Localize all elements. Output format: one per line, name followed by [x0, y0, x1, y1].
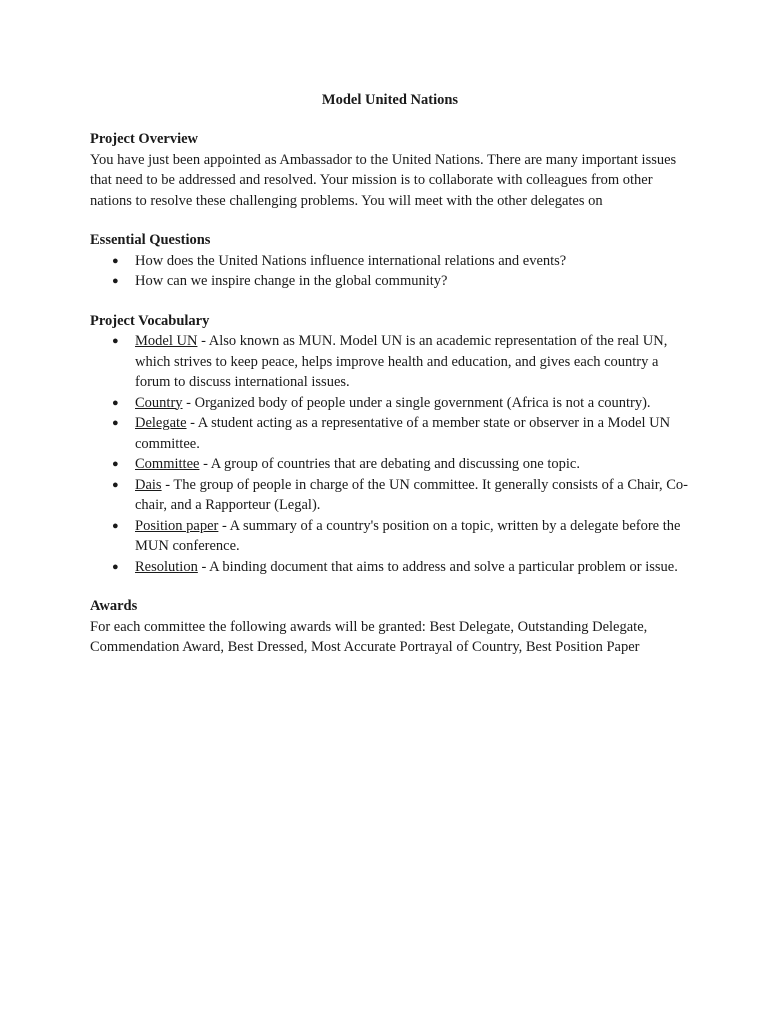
document-page [90, 90, 690, 658]
section-heading-overview: Project Overview [90, 131, 199, 147]
vocab-definition: - A binding document that aims to address and solve a particular problem or issue. [197, 558, 678, 575]
section-heading-essential-questions: Essential Questions [90, 232, 211, 248]
section-essential-questions [90, 230, 690, 292]
list-item [90, 251, 690, 272]
section-heading-vocabulary: Project Vocabulary [90, 312, 210, 329]
vocab-definition: - The group of people in charge of the UN committee. It generally consists of a Chair, Co-chair, and a Rapporteur (Legal). [135, 476, 688, 513]
section-awards [90, 596, 690, 658]
vocab-definition: - A summary of a country's position on a topic, written by a delegate before the MUN conference. [135, 517, 681, 554]
question-text: How does the United Nations influence international relations and events? [135, 252, 567, 269]
list-item [90, 413, 690, 454]
overview-paragraph: You have just been appointed as Ambassador to the United Nations. There are many important issues that need to be addressed and resolved. Your mission is to collaborate with colleagues from other nations to resolve these challenging problems. You will meet with the other delegates on [90, 151, 677, 209]
bullet-icon: ● [112, 335, 119, 347]
vocab-term: Delegate [135, 415, 187, 431]
vocab-term: Committee [135, 456, 200, 472]
bullet-icon: ● [112, 478, 119, 491]
bullet-icon: ● [112, 417, 119, 429]
list-item [90, 454, 690, 475]
vocab-term: Country [135, 394, 183, 411]
bullet-icon: ● [112, 560, 119, 573]
document-title: Model United Nations [321, 92, 459, 108]
section-heading-awards: Awards [90, 598, 138, 614]
bullet-icon: ● [112, 458, 119, 470]
bullet-icon: ● [112, 254, 119, 267]
vocab-definition: - Organized body of people under a single government (Africa is not a country). [182, 394, 651, 411]
section-project-overview [90, 129, 690, 211]
question-text: How can we inspire change in the global community? [135, 273, 448, 289]
vocab-definition: - A group of countries that are debating and discussing one topic. [199, 456, 580, 472]
vocab-term: Model UN [135, 333, 198, 349]
list-item [90, 331, 690, 393]
essential-questions-list [90, 251, 690, 292]
list-item [90, 271, 690, 292]
list-item [90, 516, 690, 557]
vocab-term: Position paper [135, 517, 219, 534]
section-project-vocabulary [90, 311, 690, 578]
vocabulary-list [90, 331, 690, 577]
awards-paragraph: For each committee the following awards will be granted: Best Delegate, Outstanding Delegate, Commendation Award, Best Dressed, Most Accurate Portrayal of Country, Best Position Paper [90, 618, 648, 655]
list-item [90, 393, 690, 414]
vocab-term: Dais [135, 476, 162, 493]
vocab-definition: - Also known as MUN. Model UN is an academic representation of the real UN, which strives to keep peace, helps improve health and education, and gives each country a forum to discuss international issues. [135, 333, 668, 390]
vocab-definition: - A student acting as a representative of a member state or observer in a Model UN committee. [135, 415, 671, 452]
bullet-icon: ● [112, 519, 119, 532]
bullet-icon: ● [112, 396, 119, 409]
vocab-term: Resolution [135, 558, 198, 575]
list-item [90, 557, 690, 578]
bullet-icon: ● [112, 275, 119, 287]
list-item [90, 475, 690, 516]
